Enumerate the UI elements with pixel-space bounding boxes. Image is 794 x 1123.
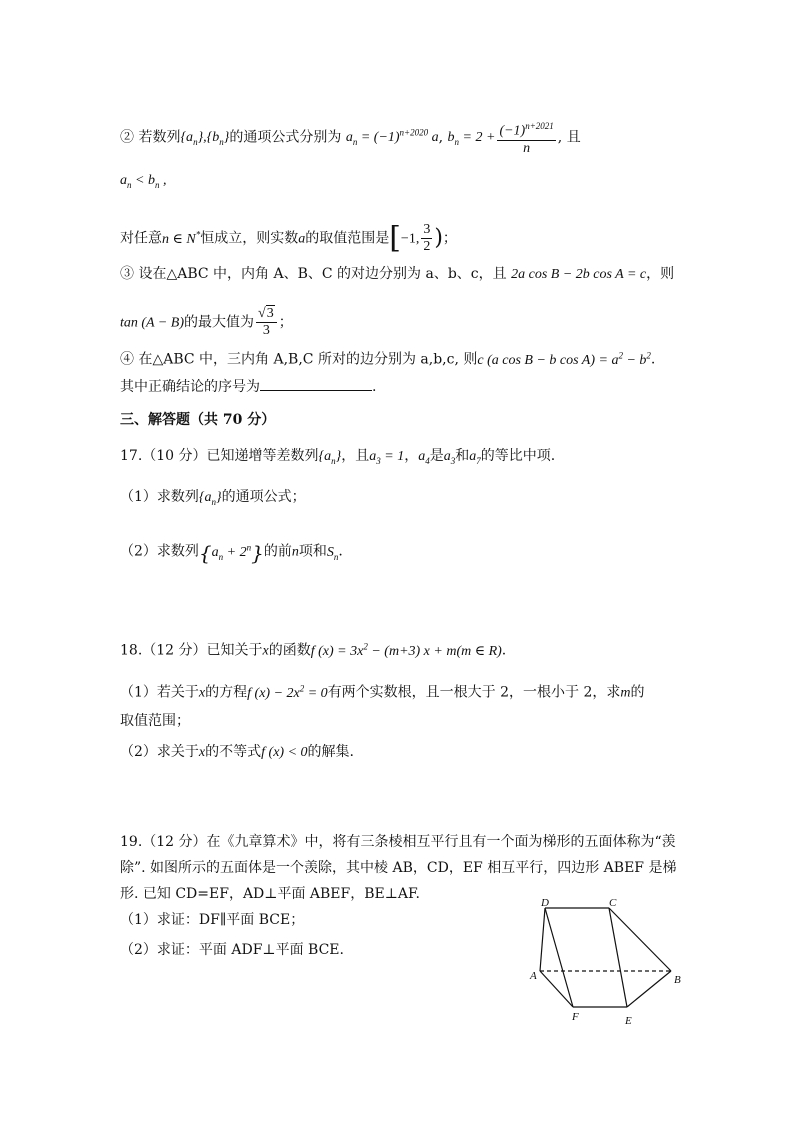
q18-part1-cont: 取值范围；: [120, 713, 190, 729]
item4-line: ④ 在△ABC 中，三内角 A,B,C 所对的边分别为 a,b,c, 则c (a cos B − b $\cos A) = a^2 - b^2$.: [120, 350, 656, 368]
seq-a-b-set: $\{a_n\},\{b_n\}$: [180, 130, 230, 148]
geometry-figure: [525, 895, 695, 1035]
q19-line3: 形. 已知 CD=EF，AD⊥平面 ABEF，BE⊥AF.: [120, 886, 421, 902]
q18-part1: （1）若关于x的方程f $(x) - 2x^2 = 0$有两个实数根，且一根大于 2，一根小于 2，求m的: [120, 683, 645, 701]
answer-blank[interactable]: [260, 376, 372, 391]
formula-bn: $b_n = 2$ +: [447, 130, 496, 148]
answer-prompt: 其中正确结论的序号为 .: [120, 376, 376, 397]
label-C: C: [609, 897, 617, 909]
edge-DA: [540, 908, 545, 971]
label-A: A: [530, 970, 537, 982]
item2-line3: 对任意n ∈ N*恒成立，则实数a的取值范围是[−1, $\frac{3}{2}$ )；: [120, 220, 457, 256]
section-heading: 三、解答题（共 70 分）: [120, 412, 276, 428]
item2-line1: ② 若数列$\{a_n\},\{b_n\}$的通项公式分别为 $a_n = (-1)^{n+2020}$ a, $b_n = 2$ + $\frac{(-1)^{n+2021}}{n}$ , 且: [120, 118, 581, 157]
item3-number: ③: [120, 266, 134, 282]
label-E: E: [625, 1015, 632, 1027]
q17-part2: （2）求数列$\{a_n + 2^n\}$的前n项和$S_n$.: [120, 540, 343, 565]
item4-number: ④: [120, 351, 134, 368]
q19-line1: 19.（12 分）在《九章算术》中，将有三条棱相互平行且有一个面为梯形的五面体称为“羡: [120, 834, 676, 850]
item3-line1: ③ 设在△ABC 中，内角 A、B、C 的对边分别为 a、b、c，且 2a cos B − 2b cos A = c，则: [120, 266, 675, 282]
q17-stem: 17.（10 分）已知递增等差数列$\{a_n\}$，且$a_3 = 1$，$a_4$是$a_3$和$a_7$的等比中项.: [120, 448, 556, 466]
q19-line2: 除”. 如图所示的五面体是一个羡除，其中棱 AB，CD，EF 相互平行，四边形 ABEF 是梯: [120, 860, 677, 876]
item2-condition: $a_n < b_n$ ,: [120, 173, 167, 190]
item3-line2: tan (A − B)的最大值为 $\frac{√3}{3}$ ；: [120, 306, 293, 338]
q18-part2: （2）求关于x的不等式f (x) < 0的解集.: [120, 744, 354, 760]
label-D: D: [541, 897, 549, 909]
label-B: B: [674, 974, 681, 986]
q19-part1: （1）求证：DF∥平面 BCE；: [120, 912, 305, 928]
label-F: F: [572, 1011, 579, 1023]
q18-stem: 18.（12 分）已知关于x的函数f $(x) = 3x^2 - (m+3) x + m(m$ ∈ R).: [120, 641, 507, 659]
edge-EB: [627, 971, 671, 1007]
item2-number: ②: [120, 129, 134, 146]
q17-part1: （1）求数列$\{a_n\}$的通项公式；: [120, 489, 306, 507]
item3-equation: 2a cos B − 2b cos A = c: [511, 267, 647, 282]
formula-an: $a_n = (-1)^{n+2020}$ a: [345, 127, 439, 148]
q19-part2: （2）求证：平面 ADF⊥平面 BCE.: [120, 942, 344, 958]
